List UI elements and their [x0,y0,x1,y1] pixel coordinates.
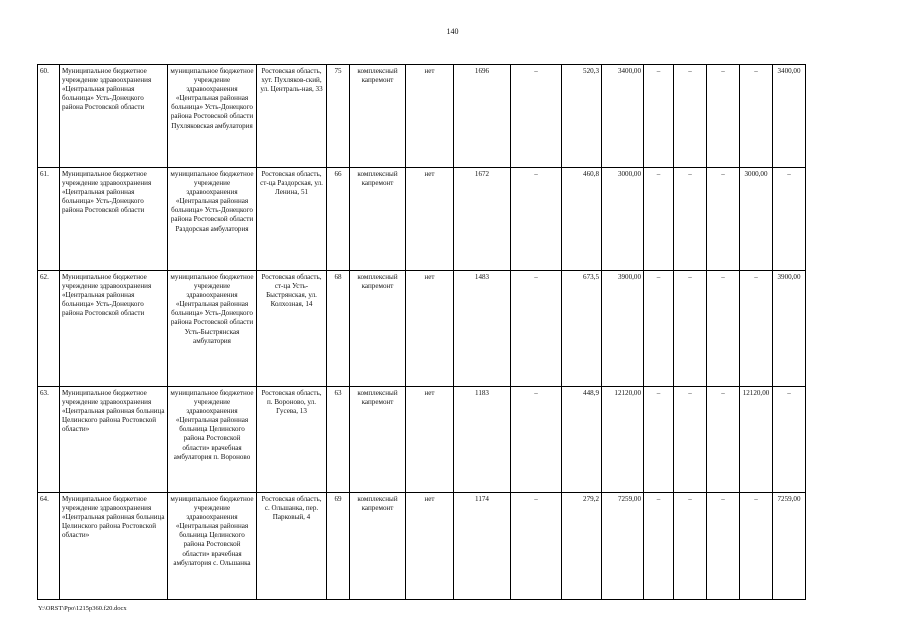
area-value: 1696 [454,65,511,168]
year-amount-2: – [674,493,707,600]
flag-value: нет [406,493,454,600]
year-amount-1: – [644,168,674,271]
flag-value: нет [406,65,454,168]
total-value: 7259,00 [602,493,644,600]
total-value: 3900,00 [602,271,644,387]
year-amount-1: – [644,387,674,493]
address: Ростовская область, п. Вороново, ул. Гусева, 13 [257,387,327,493]
share-value: 279,2 [562,493,602,600]
owner-name: Муниципальное бюджетное учреждение здравоохранения «Центральная районная больница» Усть-Донецкого района Ростовской области [60,271,168,387]
dash-value: – [511,387,562,493]
address: Ростовская область, ст-ца Усть-Быстрянская, ул. Колхозная, 14 [257,271,327,387]
work-type: комплексный капремонт [350,493,406,600]
year-value: 69 [327,493,350,600]
year-amount-3: – [707,271,740,387]
table-row [38,65,806,168]
unit-name: муниципальное бюджетное учреждение здравоохранения «Центральная районная больница» Усть-Донецкого района Ростовской области Усть-Быстрянская амбулатория [168,271,257,387]
area-value: 1183 [454,387,511,493]
owner-name: Муниципальное бюджетное учреждение здравоохранения «Центральная районная больница Целинского района Ростовской области» [60,387,168,493]
flag-value: нет [406,387,454,493]
flag-value: нет [406,271,454,387]
year-amount-5: – [773,387,806,493]
total-value: 3400,00 [602,65,644,168]
year-amount-5: 3900,00 [773,271,806,387]
row-number: 63. [38,387,60,493]
year-amount-3: – [707,65,740,168]
table-row [38,168,806,271]
work-type: комплексный капремонт [350,168,406,271]
year-amount-1: – [644,493,674,600]
owner-name: Муниципальное бюджетное учреждение здравоохранения «Центральная районная больница» Усть-Донецкого района Ростовской области [60,65,168,168]
year-amount-3: – [707,493,740,600]
file-path-footer: Y:\ORST\Ppo\1215p360.f20.docx [38,605,127,612]
table-row [38,271,806,387]
dash-value: – [511,493,562,600]
dash-value: – [511,168,562,271]
facility-table [37,64,806,600]
row-number: 62. [38,271,60,387]
year-amount-2: – [674,168,707,271]
unit-name: муниципальное бюджетное учреждение здравоохранения «Центральная районная больница Целинского района Ростовской области» врачебная амбулатория с. Ольшанка [168,493,257,600]
share-value: 448,9 [562,387,602,493]
area-value: 1672 [454,168,511,271]
year-amount-1: – [644,65,674,168]
area-value: 1174 [454,493,511,600]
unit-name: муниципальное бюджетное учреждение здравоохранения «Центральная районная больница» Усть-Донецкого района Ростовской области Раздорская амбулатория [168,168,257,271]
unit-name: муниципальное бюджетное учреждение здравоохранения «Центральная районная больница» Усть-Донецкого района Ростовской области Пухляковская амбулатория [168,65,257,168]
dash-value: – [511,271,562,387]
year-amount-5: 3400,00 [773,65,806,168]
share-value: 460,8 [562,168,602,271]
address: Ростовская область, хут. Пухляков-ский, ул. Централь-ная, 33 [257,65,327,168]
area-value: 1483 [454,271,511,387]
year-amount-2: – [674,65,707,168]
year-amount-4: – [740,493,773,600]
address: Ростовская область, ст-ца Раздорская, ул. Ленина, 51 [257,168,327,271]
unit-name: муниципальное бюджетное учреждение здравоохранения «Центральная районная больница Целинского района Ростовской области» врачебная амбулатория п. Вороново [168,387,257,493]
total-value: 3000,00 [602,168,644,271]
year-amount-5: – [773,168,806,271]
share-value: 520,3 [562,65,602,168]
total-value: 12120,00 [602,387,644,493]
address: Ростовская область, с. Ольшанка, пер. Парковый, 4 [257,493,327,600]
year-value: 63 [327,387,350,493]
share-value: 673,5 [562,271,602,387]
work-type: комплексный капремонт [350,271,406,387]
year-amount-4: 3000,00 [740,168,773,271]
dash-value: – [511,65,562,168]
row-number: 64. [38,493,60,600]
year-amount-4: – [740,271,773,387]
table-row [38,387,806,493]
flag-value: нет [406,168,454,271]
owner-name: Муниципальное бюджетное учреждение здравоохранения «Центральная районная больница» Усть-Донецкого района Ростовской области [60,168,168,271]
row-number: 61. [38,168,60,271]
year-value: 66 [327,168,350,271]
year-amount-4: – [740,65,773,168]
year-amount-4: 12120,00 [740,387,773,493]
page-number: 140 [446,27,459,36]
row-number: 60. [38,65,60,168]
year-amount-1: – [644,271,674,387]
table-row [38,493,806,600]
work-type: комплексный капремонт [350,65,406,168]
year-amount-3: – [707,168,740,271]
year-value: 68 [327,271,350,387]
year-amount-3: – [707,387,740,493]
year-amount-2: – [674,387,707,493]
year-value: 75 [327,65,350,168]
year-amount-5: 7259,00 [773,493,806,600]
work-type: комплексный капремонт [350,387,406,493]
owner-name: Муниципальное бюджетное учреждение здравоохранения «Центральная районная больница Целинского района Ростовской области» [60,493,168,600]
year-amount-2: – [674,271,707,387]
